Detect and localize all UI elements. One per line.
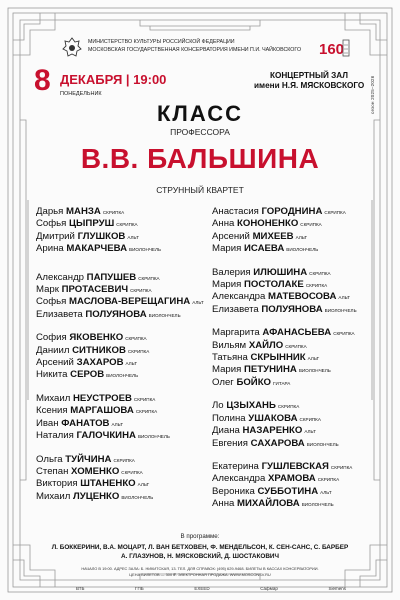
performer-instrument: АЛЬТ [338,295,350,301]
performer-first-name: Валерия [212,266,254,278]
performer-instrument: СКРИПКА [324,210,346,215]
performer-last-name: ИЛЮШИНА [253,266,308,278]
sponsor-logo: ВТБ [76,585,85,591]
performer-last-name: СКРЫННИК [250,352,306,364]
performer-instrument: СКРИПКА [130,288,152,294]
performer-instrument: ВИОЛОНЧЕЛЬ [121,494,154,500]
performer-last-name: КОНОНЕНКО [237,218,299,230]
professor-name: В.В. БАЛЬШИНА [80,143,320,174]
performer-first-name: Мария [212,364,244,376]
ministry-emblem-icon [62,37,82,59]
performer [212,438,382,450]
ensemble-group [36,206,206,256]
ensemble-group [212,400,382,450]
performer-last-name: ГУШЛЕВСКАЯ [261,460,329,472]
season-label: сезон 2025–2026 [370,75,375,115]
performer-first-name: Екатерина [212,460,262,472]
performer-first-name: Елизавета [212,303,262,315]
performer [212,291,382,303]
performer [36,491,206,503]
performer-last-name: ПОЛУЯНОВА [85,308,147,320]
performer-last-name: ФАНАТОВ [61,417,110,429]
performer [36,454,206,466]
ensemble-group [212,461,382,511]
performer-first-name: Софья [36,218,70,230]
performer-last-name: ХАЙЛО [248,339,284,351]
ensemble-group [212,206,382,256]
performer-first-name: Арсений [36,357,77,369]
performer [36,357,206,369]
performer-first-name: Мария [212,279,244,291]
ticket-info [30,566,370,577]
performer-last-name: СЕРОВ [70,369,105,381]
performer-instrument: СКРИПКА [135,409,158,415]
performer [212,218,382,230]
performer-instrument: СКРИПКА [125,336,147,342]
ensemble-group [212,327,382,389]
performer-last-name: ЦЫПРУШ [69,218,115,230]
concert-hall [254,71,364,91]
performer-instrument: СКРИПКА [121,469,143,475]
performer-first-name: Даниил [36,344,73,356]
performer-first-name: Анна [212,218,237,230]
performer-first-name: Александра [212,291,269,303]
sponsor-logos [76,583,346,593]
organization-block [88,38,318,54]
performer-instrument: СКРИПКА [277,404,300,410]
performer-last-name: МИХАЙЛОВА [237,498,300,510]
performer [36,243,206,255]
performer-instrument: ВИОЛОНЧЕЛЬ [286,247,319,253]
performer-first-name: Анна [212,498,237,510]
performer-instrument: ВИОЛОНЧЕЛЬ [301,502,334,508]
performer-last-name: ЛУЦЕНКО [73,490,120,502]
event-day: 8 [34,64,51,97]
performer-first-name: Дарья [36,206,67,217]
ensemble-group [36,393,206,443]
performer-first-name: Олег [212,376,237,388]
performer-last-name: СУББОТИНА [257,485,319,497]
performer-last-name: ХРАМОВА [268,473,316,485]
performer-instrument: ВИОЛОНЧЕЛЬ [148,312,181,318]
sponsor-logo: EXEED [194,585,210,591]
performer-first-name: Михаил [36,490,73,502]
performer-instrument: ВИОЛОНЧЕЛЬ [129,247,161,253]
program-heading: В программе: [180,533,220,540]
performer-first-name: Никита [36,369,71,381]
performer [212,267,382,279]
performer [36,296,206,308]
performer-instrument: ВИОЛОНЧЕЛЬ [306,441,339,447]
performer [36,272,206,284]
performer-last-name: ГОРОДНИНА [261,206,323,217]
performer-last-name: ШТАНЕНКО [80,478,136,490]
performer-instrument: СКРИПКА [133,396,156,402]
performer-last-name: САХАРОВА [250,437,305,449]
performer-last-name: МАКАРЧЕВА [66,243,128,255]
performer [36,478,206,490]
performer-first-name: Полина [212,412,249,424]
performer-instrument: СКРИПКА [285,343,307,349]
program-composers [30,543,370,561]
performer-last-name: ХОМЕНКО [71,465,120,477]
performer [36,218,206,230]
performer [212,243,382,255]
performer-last-name: ГАЛОЧКИНА [76,430,136,442]
performer [36,206,206,218]
performer [212,231,382,243]
performer [36,284,206,296]
performer-last-name: ТУЙЧИНА [65,453,112,465]
performer-instrument: ВИОЛОНЧЕЛЬ [324,307,357,313]
performer [212,279,382,291]
sponsor-logo: ГПБ [135,585,144,591]
performer-first-name: Ксения [36,405,71,417]
performer-first-name: Марк [36,284,62,296]
performer-instrument: АЛЬТ [304,429,316,435]
performer-instrument: СКРИПКА [299,416,321,422]
performer-first-name: Дмитрий [36,230,78,242]
performer-first-name: Иван [36,417,62,429]
performer-instrument: СКРИПКА [116,222,138,228]
ensemble-group [212,267,382,317]
performer [212,400,382,412]
performer-last-name: МИХЕЕВ [252,230,294,242]
performer [212,377,382,389]
performer [212,486,382,498]
ensemble-group [36,332,206,382]
hall-line-2: имени Н.Я. МЯСКОВСКОГО [254,81,365,90]
performer-last-name: ЗАХАРОВ [76,357,124,369]
performer [212,413,382,425]
performer-last-name: ПРОТАСЕВИЧ [61,284,129,296]
performer-last-name: ПОЛУЯНОВА [261,303,323,315]
performer-last-name: МАРГАШОВА [70,405,134,417]
performer-first-name: Софья [36,296,70,308]
performer-first-name: Елизавета [36,308,86,320]
performer-first-name: Степан [36,465,72,477]
performer-instrument: АЛЬТ [111,421,124,427]
performer [36,309,206,321]
performer-last-name: ЯКОВЕНКО [69,332,124,344]
performer-instrument: ГИТАРА [273,380,291,386]
performer-first-name: Виктория [36,478,81,490]
performer [36,466,206,478]
performer-instrument: СКРИПКА [127,348,150,354]
performer-last-name: МАНЗА [66,206,101,217]
performer-last-name: МАСЛОВА-ВЕРЕЩАГИНА [69,296,191,308]
performer-first-name: София [36,332,70,344]
performer-last-name: БОЙКО [236,376,272,388]
performer [212,352,382,364]
event-weekday: ПОНЕДЕЛЬНИК [60,91,102,97]
left-quartets-column [36,206,206,514]
title-professor: ПРОФЕССОРА [170,127,230,137]
performer-instrument: СКРИПКА [102,210,125,215]
performer-first-name: Вильям [212,339,249,351]
performer [212,304,382,316]
performer-instrument: АЛЬТ [137,482,150,488]
performer [212,364,382,376]
performer [36,345,206,357]
performer-instrument: СКРИПКА [305,283,328,289]
sponsor-logo: Сафмар [260,585,278,591]
performer [36,430,206,442]
performer [212,461,382,473]
performer-last-name: АФАНАСЬЕВА [262,327,332,339]
performer [212,340,382,352]
event-month-time: ДЕКАБРЯ | 19:00 [60,72,167,87]
performer-last-name: ИСАЕВА [244,243,285,255]
program-line-2: А. ГЛАЗУНОВ, Н. МЯСКОВСКИЙ, Д. ШОСТАКОВИЧ [120,553,280,560]
performer [212,498,382,510]
performer-first-name: Ло [212,400,227,412]
ministry-name: МИНИСТЕРСТВО КУЛЬТУРЫ РОССИЙСКОЙ ФЕДЕРАЦИИ [88,39,235,45]
performer-instrument: СКРИПКА [333,331,355,337]
performer-first-name: Наталия [36,430,77,442]
performer-instrument: ВИОЛОНЧЕЛЬ [106,373,139,379]
performer-first-name: Маргарита [212,327,263,339]
performer-instrument: ВИОЛОНЧЕЛЬ [298,368,331,374]
performer-last-name: ПЕТУНИНА [244,364,297,376]
hall-line-1: КОНЦЕРТНЫЙ ЗАЛ [269,71,349,80]
performer-first-name: Михаил [36,392,73,404]
performer-first-name: Диана [212,425,243,437]
performer-first-name: Ольга [36,453,66,465]
title-class: КЛАСС [157,101,243,126]
right-quartets-column [212,206,382,522]
performer [212,473,382,485]
performer [36,332,206,344]
performer-instrument: АЛЬТ [127,234,139,240]
performer-last-name: ПАПУШЕВ [86,271,137,283]
logo-number: 160 [319,41,345,58]
anniversary-logo-icon [317,37,351,59]
info-line-1: НАЧАЛО В 19:00. АДРЕС ЗАЛА: Б. НИКИТСКАЯ, 13. ТЕЛ. ДЛЯ СПРАВОК: (495) 629-9468. БИЛЕТЫ В КАССАХ КОНСЕРВАТОРИИ. [81,566,319,571]
info-line-2: ЦЕНА БИЛЕТОВ — 300 ₽. ЭЛЕКТРОННАЯ ПРОДАЖА: WWW.MOSCONSV.RU [129,571,271,577]
performer-first-name: Вероника [212,485,258,497]
performer-last-name: НАЗАРЕНКО [242,425,303,437]
performer [212,425,382,437]
performer-instrument: СКРИПКА [138,275,160,281]
performer-last-name: ЦЗЫХАНЬ [226,400,276,412]
performer-instrument: СКРИПКА [113,457,135,463]
performer-last-name: НЕУСТРОЕВ [73,392,132,404]
performer-instrument: ВИОЛОНЧЕЛЬ [137,434,170,440]
performer-instrument: СКРИПКА [330,464,353,470]
performer-last-name: СИТНИКОВ [72,344,126,356]
performer-instrument: АЛЬТ [320,489,332,495]
performer-last-name: МАТЕВОСОВА [268,291,337,303]
performer-last-name: УШАКОВА [248,412,298,424]
performer-last-name: ПОСТОЛАКЕ [244,279,304,291]
sponsor-logo: Siemens [328,585,346,591]
ensemble-group [36,272,206,322]
performer-instrument: АЛЬТ [307,356,320,362]
performer-last-name: ГЛУШКОВ [77,230,126,242]
performer [36,405,206,417]
performer-first-name: Татьяна [212,352,251,364]
ensemble-group [36,454,206,504]
performer [36,231,206,243]
performer-first-name: Анастасия [212,206,262,217]
performer-instrument: АЛЬТ [125,361,138,367]
conservatory-name: МОСКОВСКАЯ ГОСУДАРСТВЕННАЯ КОНСЕРВАТОРИЯ ИМЕНИ П.И. ЧАЙКОВСКОГО [88,47,302,53]
performer-first-name: Александра [212,473,269,485]
performer-instrument: АЛЬТ [192,300,204,306]
performer [36,369,206,381]
performer-first-name: Александр [36,271,87,283]
performer-instrument: СКРИПКА [300,222,322,228]
performer-first-name: Евгения [212,437,251,449]
performer [212,327,382,339]
performer [212,206,382,218]
performer-instrument: СКРИПКА [317,477,340,483]
performer-instrument: СКРИПКА [309,270,331,276]
performer-first-name: Арина [36,243,67,255]
performer-first-name: Арсений [212,230,253,242]
performer-first-name: Мария [212,243,244,255]
performer [36,393,206,405]
performer [36,418,206,430]
program-line-1: Л. БОККЕРИНИ, В.А. МОЦАРТ, Л. ВАН БЕТХОВЕН, Ф. МЕНДЕЛЬСОН, К. СЕН-САНС, С. БАРБЕР [51,544,349,551]
performer-instrument: АЛЬТ [295,234,308,240]
ensemble-type: СТРУННЫЙ КВАРТЕТ [156,185,244,195]
